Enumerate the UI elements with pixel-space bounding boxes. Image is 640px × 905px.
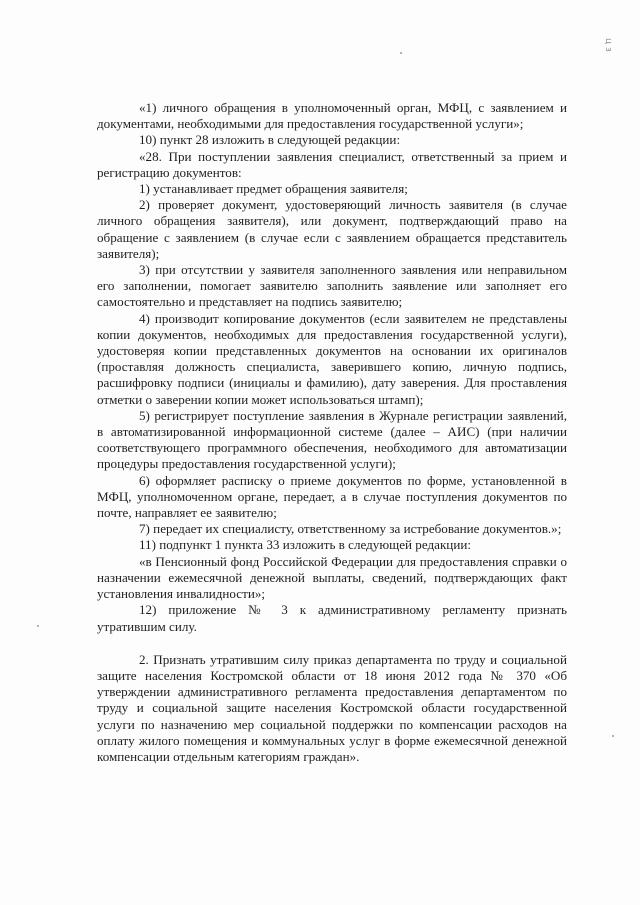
paragraph-3: «28. При поступлении заявления специалист, ответственный за прием и регистрацию документов: <box>97 148 567 180</box>
margin-mark: ц з <box>603 38 613 52</box>
paragraph-5: 2) проверяет документ, удостоверяющий личность заявителя (в случае личного обращения заявителя), или документ, подтверждающий право на обращение с заявлением (в случае если с заявлением обращается представитель заявителя); <box>97 197 567 261</box>
document-body <box>97 100 567 765</box>
paragraph-6: 3) при отсутствии у заявителя заполненного заявления или неправильном его заполнении, помогает заявителю заполнить заявление или заполняет его самостоятельно и представляет на подпись заявителю; <box>97 262 567 310</box>
paragraph-13: 12) приложение № 3 к административному регламенту признать утратившим силу. <box>97 602 567 634</box>
paragraph-10: 7) передает их специалисту, ответственному за истребование документов.»; <box>139 521 562 537</box>
paragraph-2: 10) пункт 28 изложить в следующей редакции: <box>139 132 401 148</box>
paragraph-12: «в Пенсионный фонд Российской Федерации для предоставления справки о назначении ежемесячной денежной выплаты, сведений, подтверждающих факт установления инвалидности»; <box>97 553 567 602</box>
paragraph-14: 2. Признать утратившим силу приказ департамента по труду и социальной защите населения Костромской области от 18 июня 2012 года № 370 «Об утверждении административного регламента предоставления департаментом по труду и социальной защите населения Костромской области государственной услуги по назначению мер социальной поддержки по компенсации расходов на оплату жилого помещения и коммунальных услуг в форме ежемесячной денежной компенсации отдельным категориям граждан». <box>97 651 567 764</box>
scan-speck <box>37 625 39 627</box>
paragraph-8: 5) регистрирует поступление заявления в Журнале регистрации заявлений, в автоматизированной информационной системе (далее – АИС) (при наличии соответствующего программного обеспечения, необходимого для автоматизации процедуры предоставления государственной услуги); <box>97 407 567 472</box>
paragraph-7: 4) производит копирование документов (если заявителем не представлены копии документов, необходимых для предоставления государственной услуги), удостоверяя копии представленных документов на основании их оригиналов (проставляя должность специалиста, заверившего копию, личную подпись, расшифровку подписи (инициалы и фамилию), дату заверения. Для проставления отметки о заверении копии может использоваться штамп); <box>97 310 567 407</box>
scan-speck <box>612 735 614 737</box>
paragraph-4: 1) устанавливает предмет обращения заявителя; <box>139 181 408 197</box>
scan-speck <box>400 52 402 54</box>
paragraph-11: 11) подпункт 1 пункта 33 изложить в следующей редакции: <box>139 537 471 553</box>
paragraph-9: 6) оформляет расписку о приеме документов по форме, установленной в МФЦ, уполномоченном органе, передает, а в случае поступления документов по почте, направляет ее заявителю; <box>97 472 567 521</box>
paragraph-1: «1) личного обращения в уполномоченный орган, МФЦ, с заявлением и документами, необходимыми для предоставления государственной услуги»; <box>97 100 567 132</box>
